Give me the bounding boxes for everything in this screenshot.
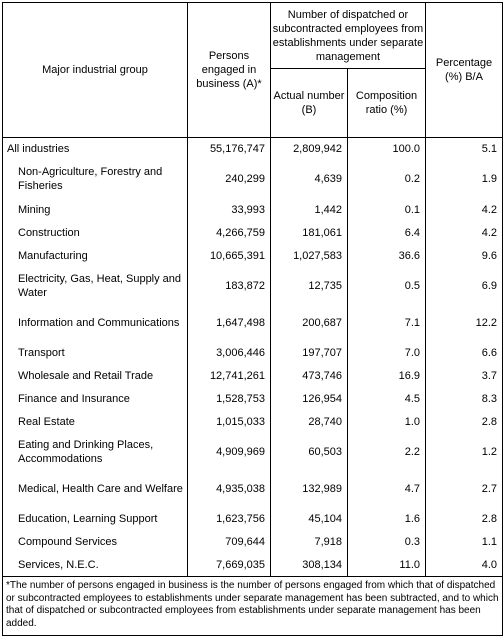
industry-name-cell: Finance and Insurance (3, 388, 188, 411)
table-row (3, 245, 503, 268)
percentage-cell: 2.7 (426, 471, 503, 508)
header-major-industrial-group: Major industrial group (3, 3, 188, 138)
composition-ratio-cell: 1.0 (348, 411, 426, 434)
actual-number-cell: 308,134 (271, 554, 348, 577)
actual-number-cell: 28,740 (271, 411, 348, 434)
footnote: *The number of persons engaged in business is the number of persons engaged from which that of dispatched or subcontracted employees to establishments under separate management has been subtracted, and to which that of dispatched or subcontracted employees from establishments under separate management has been added. (3, 577, 503, 636)
industry-table-container (2, 2, 502, 636)
percentage-cell: 1.9 (426, 161, 503, 198)
persons-engaged-cell: 55,176,747 (188, 138, 271, 161)
header-persons-engaged: Persons engaged in business (A)* (188, 3, 271, 138)
industry-name-cell: Construction (3, 222, 188, 245)
table-row (3, 342, 503, 365)
table-row (3, 198, 503, 222)
percentage-cell: 6.9 (426, 268, 503, 305)
table-row (3, 471, 503, 508)
table-row (3, 305, 503, 342)
actual-number-cell: 126,954 (271, 388, 348, 411)
percentage-cell: 5.1 (426, 138, 503, 161)
persons-engaged-cell: 4,909,969 (188, 434, 271, 471)
composition-ratio-cell: 2.2 (348, 434, 426, 471)
industry-name-cell: Non-Agriculture, Forestry and Fisheries (3, 161, 188, 198)
table-body (3, 138, 503, 577)
persons-engaged-cell: 1,647,498 (188, 305, 271, 342)
composition-ratio-cell: 7.1 (348, 305, 426, 342)
composition-ratio-cell: 7.0 (348, 342, 426, 365)
actual-number-cell: 7,918 (271, 531, 348, 554)
industry-name-cell: All industries (3, 138, 188, 161)
actual-number-cell: 4,639 (271, 161, 348, 198)
percentage-cell: 4.0 (426, 554, 503, 577)
industry-name-cell: Mining (3, 198, 188, 222)
table-row (3, 508, 503, 531)
industry-name-cell: Medical, Health Care and Welfare (3, 471, 188, 508)
table-row (3, 411, 503, 434)
persons-engaged-cell: 10,665,391 (188, 245, 271, 268)
table-row (3, 388, 503, 411)
percentage-cell: 4.2 (426, 222, 503, 245)
percentage-cell: 8.3 (426, 388, 503, 411)
industry-name-cell: Electricity, Gas, Heat, Supply and Water (3, 268, 188, 305)
percentage-cell: 4.2 (426, 198, 503, 222)
percentage-cell: 1.2 (426, 434, 503, 471)
composition-ratio-cell: 100.0 (348, 138, 426, 161)
persons-engaged-cell: 240,299 (188, 161, 271, 198)
persons-engaged-cell: 1,015,033 (188, 411, 271, 434)
table-row (3, 138, 503, 161)
persons-engaged-cell: 1,623,756 (188, 508, 271, 531)
percentage-cell: 6.6 (426, 342, 503, 365)
composition-ratio-cell: 0.5 (348, 268, 426, 305)
table-row (3, 222, 503, 245)
persons-engaged-cell: 12,741,261 (188, 365, 271, 388)
persons-engaged-cell: 4,266,759 (188, 222, 271, 245)
actual-number-cell: 1,442 (271, 198, 348, 222)
table-row (3, 531, 503, 554)
persons-engaged-cell: 33,993 (188, 198, 271, 222)
composition-ratio-cell: 6.4 (348, 222, 426, 245)
industry-name-cell: Compound Services (3, 531, 188, 554)
actual-number-cell: 473,746 (271, 365, 348, 388)
persons-engaged-cell: 183,872 (188, 268, 271, 305)
composition-ratio-cell: 0.2 (348, 161, 426, 198)
table-row (3, 554, 503, 577)
composition-ratio-cell: 0.3 (348, 531, 426, 554)
table-row (3, 365, 503, 388)
actual-number-cell: 12,735 (271, 268, 348, 305)
persons-engaged-cell: 709,644 (188, 531, 271, 554)
table-row (3, 268, 503, 305)
industry-name-cell: Eating and Drinking Places, Accommodations (3, 434, 188, 471)
header-composition-ratio: Composition ratio (%) (348, 69, 426, 138)
percentage-cell: 2.8 (426, 411, 503, 434)
header-percentage: Percentage (%) B/A (426, 3, 503, 138)
percentage-cell: 3.7 (426, 365, 503, 388)
industry-name-cell: Manufacturing (3, 245, 188, 268)
composition-ratio-cell: 36.6 (348, 245, 426, 268)
actual-number-cell: 60,503 (271, 434, 348, 471)
percentage-cell: 1.1 (426, 531, 503, 554)
composition-ratio-cell: 11.0 (348, 554, 426, 577)
persons-engaged-cell: 1,528,753 (188, 388, 271, 411)
industry-name-cell: Transport (3, 342, 188, 365)
industry-name-cell: Education, Learning Support (3, 508, 188, 531)
industry-name-cell: Information and Communications (3, 305, 188, 342)
industry-name-cell: Services, N.E.C. (3, 554, 188, 577)
percentage-cell: 12.2 (426, 305, 503, 342)
actual-number-cell: 2,809,942 (271, 138, 348, 161)
composition-ratio-cell: 16.9 (348, 365, 426, 388)
industry-table (2, 2, 503, 636)
persons-engaged-cell: 7,669,035 (188, 554, 271, 577)
actual-number-cell: 45,104 (271, 508, 348, 531)
actual-number-cell: 200,687 (271, 305, 348, 342)
actual-number-cell: 181,061 (271, 222, 348, 245)
header-actual-number: Actual number (B) (271, 69, 348, 138)
industry-name-cell: Real Estate (3, 411, 188, 434)
percentage-cell: 9.6 (426, 245, 503, 268)
table-row (3, 434, 503, 471)
actual-number-cell: 1,027,583 (271, 245, 348, 268)
composition-ratio-cell: 0.1 (348, 198, 426, 222)
table-row (3, 161, 503, 198)
actual-number-cell: 197,707 (271, 342, 348, 365)
header-dispatched-employees: Number of dispatched or subcontracted employees from establishments under separate management (271, 3, 426, 69)
persons-engaged-cell: 4,935,038 (188, 471, 271, 508)
composition-ratio-cell: 1.6 (348, 508, 426, 531)
industry-name-cell: Wholesale and Retail Trade (3, 365, 188, 388)
composition-ratio-cell: 4.5 (348, 388, 426, 411)
persons-engaged-cell: 3,006,446 (188, 342, 271, 365)
actual-number-cell: 132,989 (271, 471, 348, 508)
composition-ratio-cell: 4.7 (348, 471, 426, 508)
percentage-cell: 2.8 (426, 508, 503, 531)
